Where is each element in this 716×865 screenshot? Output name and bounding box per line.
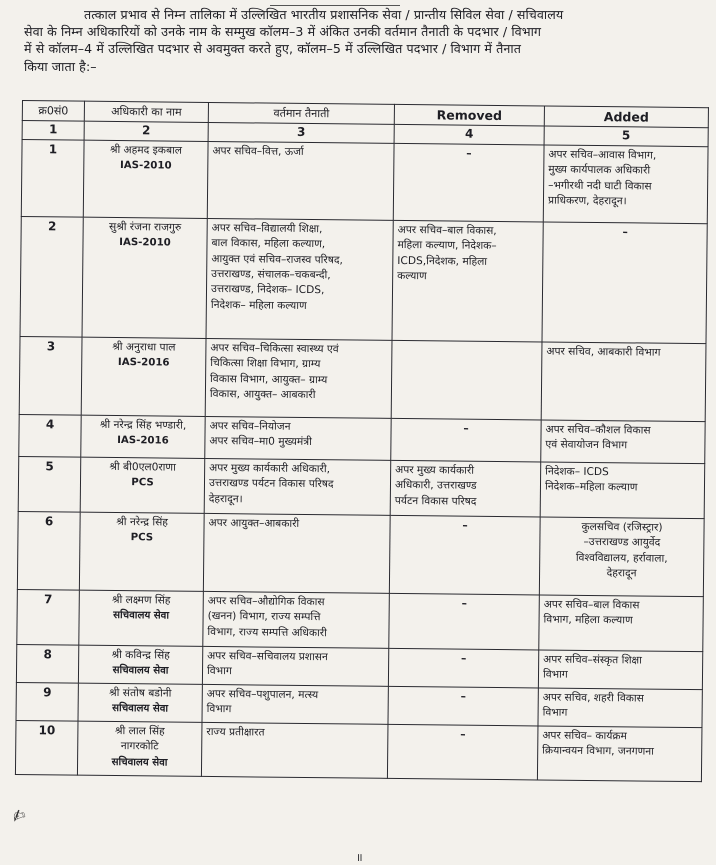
officer-name-cell (78, 645, 202, 684)
current-posting: अपर सचिव–वित्त, ऊर्जा (207, 141, 394, 220)
column-number: 2 (84, 122, 208, 142)
page-mark: ॥ (356, 851, 363, 864)
header-serial: क्र0सं0 (22, 101, 84, 122)
row-serial: 2 (20, 216, 83, 337)
header-current-posting: वर्तमान तैनाती (208, 102, 394, 124)
row-serial: 5 (18, 456, 81, 512)
removed-posting: – (393, 143, 544, 222)
officer-name: श्री नरेन्द्र सिंह भण्डारी, (99, 418, 187, 432)
current-posting: अपर आयुक्त–आबकारी (203, 513, 390, 593)
intro-line: सेवा के निम्न अधिकारियों को उनके नाम के सम्मुख कॉलम–3 में अंकित उनकी वर्तमान तैनाती के पदभार / विभाग (24, 24, 542, 40)
officer-name: श्री लक्ष्मण सिंह (112, 593, 171, 607)
added-posting: अपर सचिव, आबकारी विभाग (541, 342, 706, 422)
removed-posting: अपर सचिव–बाल विकास, महिला कल्याण, निदेशक– ICDS,निदेशक, महिला कल्याण (392, 220, 543, 342)
officer-name: सुश्री रंजना राजगुरु (109, 220, 182, 234)
removed-posting: – (391, 418, 541, 462)
intro-paragraph (22, 6, 702, 75)
removed-posting (391, 340, 542, 420)
removed-posting: – (389, 593, 540, 650)
table-row (21, 139, 708, 223)
column-number: 1 (22, 121, 84, 140)
column-number: 3 (208, 123, 394, 143)
column-number: 4 (394, 125, 544, 145)
row-serial: 4 (19, 414, 81, 457)
intro-line: में से कॉलम–4 में उल्लिखित पदभार से अवमुक्त करते हुए, कॉलम–5 में उल्लिखित पदभार / विभाग में तैनात (24, 41, 522, 57)
row-serial: 7 (17, 589, 80, 645)
officer-name: श्री कविन्द्र सिंह (111, 648, 170, 662)
officer-name: श्री संतोष बडोनी (109, 686, 172, 700)
officer-service: IAS-2010 (119, 237, 171, 249)
table-row (17, 511, 704, 596)
row-serial: 8 (16, 644, 78, 683)
added-posting: – (542, 222, 707, 344)
added-posting: अपर सचिव–बाल विकास विभाग, महिला कल्याण (539, 595, 704, 652)
added-posting: अपर सचिव–संस्कृत शिक्षा विभाग (538, 650, 702, 690)
row-serial: 3 (19, 336, 82, 415)
officer-service: PCS (131, 477, 154, 489)
added-posting: अपर सचिव, शहरी विकास विभाग (538, 688, 702, 728)
officer-service: PCS (130, 532, 154, 544)
added-posting: अपर सचिव–आवास विभाग, मुख्य कार्यपालक अधिकारी –भगीरथी नदी घाटी विकास प्राधिकरण, देहरादून। (543, 145, 708, 224)
table-row (19, 336, 706, 421)
current-posting: अपर सचिव–सचिवालय प्रशासन विभाग (202, 646, 388, 686)
officer-service: सचिवालय सेवा (112, 665, 169, 677)
officer-service: सचिवालय सेवा (111, 756, 168, 769)
officer-service: सचिवालय सेवा (113, 610, 170, 622)
officer-name-cell (81, 415, 205, 458)
posting-table (15, 100, 709, 782)
officer-name-cell (82, 217, 207, 338)
officer-name: श्री लाल सिंह नागरकोटि (115, 724, 165, 753)
removed-posting: – (388, 686, 538, 726)
current-posting: राज्य प्रतीक्षारत (201, 722, 388, 778)
officer-name: श्री अनुराधा पाल (112, 340, 176, 354)
added-posting: कुलसचिव (रजिस्ट्रार) –उत्तराखण्ड आयुर्वेद विश्वविद्यालय, हर्रावाला, देहरादून (539, 517, 704, 597)
table-row (19, 414, 705, 463)
officer-service: IAS-2016 (117, 357, 170, 369)
header-officer-name: अधिकारी का नाम (84, 101, 208, 123)
table-row (15, 720, 702, 781)
current-posting: अपर सचिव–नियोजन अपर सचिव–मा0 मुख्यमंत्री (205, 416, 391, 460)
removed-posting: – (387, 724, 538, 780)
officer-name: श्री नरेन्द्र सिंह (116, 515, 168, 529)
margin-signature-mark: ✍ (9, 804, 29, 827)
officer-name: श्री अहमद इकबाल (109, 143, 183, 157)
removed-posting: अपर मुख्य कार्यकारी अधिकारी, उत्तराखण्ड पर्यटन विकास परिषद (390, 460, 541, 517)
current-posting: अपर मुख्य कार्यकारी अधिकारी, उत्तराखण्ड पर्यटन विकास परिषद देहरादून। (204, 458, 391, 515)
added-posting: अपर सचिव–कौशल विकास एवं सेवायोजन विभाग (541, 420, 705, 464)
officer-name-cell (80, 457, 205, 513)
officer-name-cell (78, 683, 202, 722)
row-serial: 1 (21, 139, 84, 217)
added-posting: निदेशक– ICDS निदेशक–महिला कल्याण (540, 462, 705, 519)
current-posting: अपर सचिव–पशुपालन, मत्स्य विभाग (202, 684, 388, 724)
column-number: 5 (544, 126, 708, 146)
officer-name-cell (79, 512, 204, 591)
intro-line: किया जाता है:– (24, 58, 97, 74)
officer-service: IAS-2016 (117, 435, 169, 447)
current-posting: अपर सचिव–औद्योगिक विकास (खनन) विभाग, राज्य सम्पत्ति विभाग, राज्य सम्पत्ति अधिकारी (203, 591, 390, 648)
current-posting: अपर सचिव–विद्यालयी शिक्षा, बाल विकास, महिला कल्याण, आयुक्त एवं सचिव–राजस्व परिषद, उत्तराखण्ड, संचालक–चकबन्दी, उत्तराखण्ड, निदेशक– ICDS, निदेशक– महिला कल्याण (206, 218, 393, 340)
removed-posting: – (388, 648, 538, 688)
row-serial: 10 (15, 720, 78, 775)
table-row (18, 456, 705, 518)
officer-name-cell (81, 337, 206, 416)
table-row (17, 589, 704, 651)
row-serial: 9 (16, 682, 78, 721)
officer-name: श्री बी0एल0राणा (109, 460, 176, 474)
intro-line: तत्काल प्रभाव से निम्न तालिका में उल्लिखित भारतीय प्रशासनिक सेवा / प्रान्तीय सिविल सेवा / सचिवालय (84, 7, 564, 22)
header-added: Added (544, 106, 708, 128)
current-posting: अपर सचिव–चिकित्सा स्वास्थ्य एवं चिकित्सा शिक्षा विभाग, ग्राम्य विकास विभाग, आयुक्त– ग्राम्य विकास, आयुक्त– आबकारी (205, 338, 392, 418)
officer-service: सचिवालय सेवा (112, 703, 169, 715)
officer-service: IAS-2010 (119, 160, 172, 172)
officer-name-cell (79, 590, 204, 646)
officer-name-cell (83, 140, 208, 218)
row-serial: 6 (17, 511, 80, 590)
removed-posting: – (389, 515, 540, 595)
added-posting: अपर सचिव– कार्यक्रम क्रियान्वयन विभाग, जनगणना (537, 726, 702, 782)
table-row (20, 216, 707, 343)
officer-name-cell (77, 721, 202, 776)
header-removed: Removed (394, 104, 544, 126)
